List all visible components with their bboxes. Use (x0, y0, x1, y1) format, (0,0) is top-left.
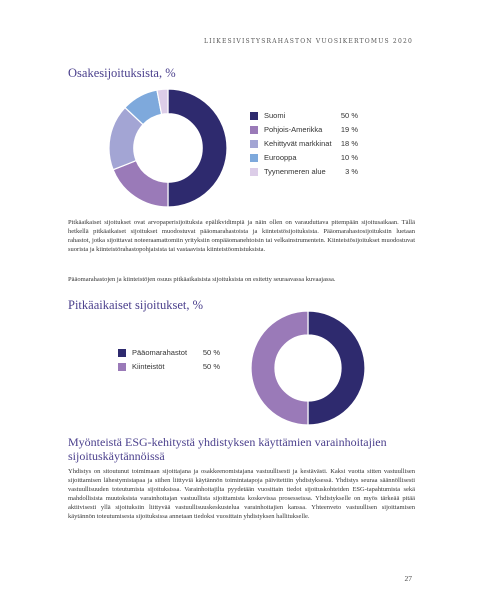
legend-item (250, 139, 358, 153)
section-title-long-term: Pitkäaikaiset sijoitukset, % (68, 298, 204, 312)
legend-item (250, 153, 358, 167)
long-term-donut-chart (250, 310, 366, 426)
legend-swatch (118, 349, 126, 357)
legend-value: 19 % (340, 125, 358, 134)
legend-swatch (250, 112, 258, 120)
legend-item (250, 111, 358, 125)
legend-swatch (118, 363, 126, 371)
donut-slice-pääomarahastot (308, 311, 365, 425)
legend-swatch (250, 126, 258, 134)
legend-item (118, 362, 220, 376)
legend-label: Tyynenmeren alue (264, 167, 326, 176)
running-header: LIIKESIVISTYSRAHASTON VUOSIKERTOMUS 2020 (203, 38, 413, 45)
section-title-equity: Osakesijoituksista, % (68, 66, 176, 80)
legend-label: Pääomarahastot (132, 348, 188, 357)
equity-donut-chart (108, 88, 228, 208)
legend-label: Pohjois-Amerikka (264, 125, 323, 134)
legend-label: Eurooppa (264, 153, 297, 162)
legend-swatch (250, 168, 258, 176)
legend-label: Kehittyvät markkinat (264, 139, 332, 148)
donut-slice-pohjois-amerikka (113, 161, 168, 207)
legend-swatch (250, 154, 258, 162)
section-title-esg: Myönteistä ESG-kehitystä yhdistyksen käyttämien varainhoitajien sijoituskäytännöissä (68, 435, 387, 463)
legend-swatch (250, 140, 258, 148)
equity-legend (250, 111, 358, 181)
legend-value: 50 % (340, 111, 358, 120)
body-paragraph-2: Pääomarahastojen ja kiinteistöjen osuus pitkäaikaisista sijoituksista on esitetty seuraavassa kuvaajassa. (68, 276, 336, 283)
body-paragraph-3: Yhdistys on sitoutunut toimimaan sijoittajana ja osakkeenomistajana vastuullisesti ja kestävästi. Kaksi vuotta sitten vastuullisen sijoittamisen lähestymistapaa ja siihen liittyviä käytännön toimintatapoja päivitettiin yhdistyksessä. Yhdistys seuraa säännöllisesti vastuullisuuden toteutumista sijoituksissa. Varainhoitajilta pyydetään vuosittain tiedot sijoituskohteiden ESG-tapahtumista sekä mahdollisista muutoksista varainhoitajan vastuullista sijoittamista koskevissa prosesseissa. Yhdistykselle on myös tärkeää pitää aktiivisesti yllä sijoituksiin liittyvää vastuullisuuskeskustelua varainhoitajien kanssa. Yhteenveto vastuullisen sijoittamisen käytännön toteutumisesta sijoituksissa annetaan tiedoksi vuosittain yhdistyksen hallitukselle. (68, 468, 415, 520)
legend-value: 18 % (340, 139, 358, 148)
long-term-legend (118, 348, 220, 376)
legend-value: 10 % (340, 153, 358, 162)
legend-value: 3 % (345, 167, 358, 176)
body-paragraph-1: Pitkäaikaiset sijoitukset ovat arvopaperisijoituksia epälikvidimpiä ja näin ollen on varauduttava pitempään sijoitusaikaan. Tällä hetkellä pitkäaikaiset sijoitukset muodostuvat pääomarahastoista ja kiinteistösijoituksista. Pääomarahastosijoituksiin luetaan rahastot, jotka sijoittavat noteeraamattomiin yrityksiin ompääomanehtoisin tai velkainstrumentein. Kiinteistösijoitukset muodostuvat suorista ja kiinteistörahastopohjaisista tai vastaavista kiinteistöomistuksista. (68, 219, 415, 253)
legend-item (118, 348, 220, 362)
legend-item (250, 125, 358, 139)
page-number: 27 (404, 574, 412, 583)
legend-label: Kiinteistöt (132, 362, 165, 371)
legend-value: 50 % (202, 348, 220, 357)
legend-item (250, 167, 358, 181)
legend-value: 50 % (202, 362, 220, 371)
donut-slice-kiinteistöt (251, 311, 308, 425)
legend-label: Suomi (264, 111, 286, 120)
donut-slice-suomi (168, 89, 227, 207)
